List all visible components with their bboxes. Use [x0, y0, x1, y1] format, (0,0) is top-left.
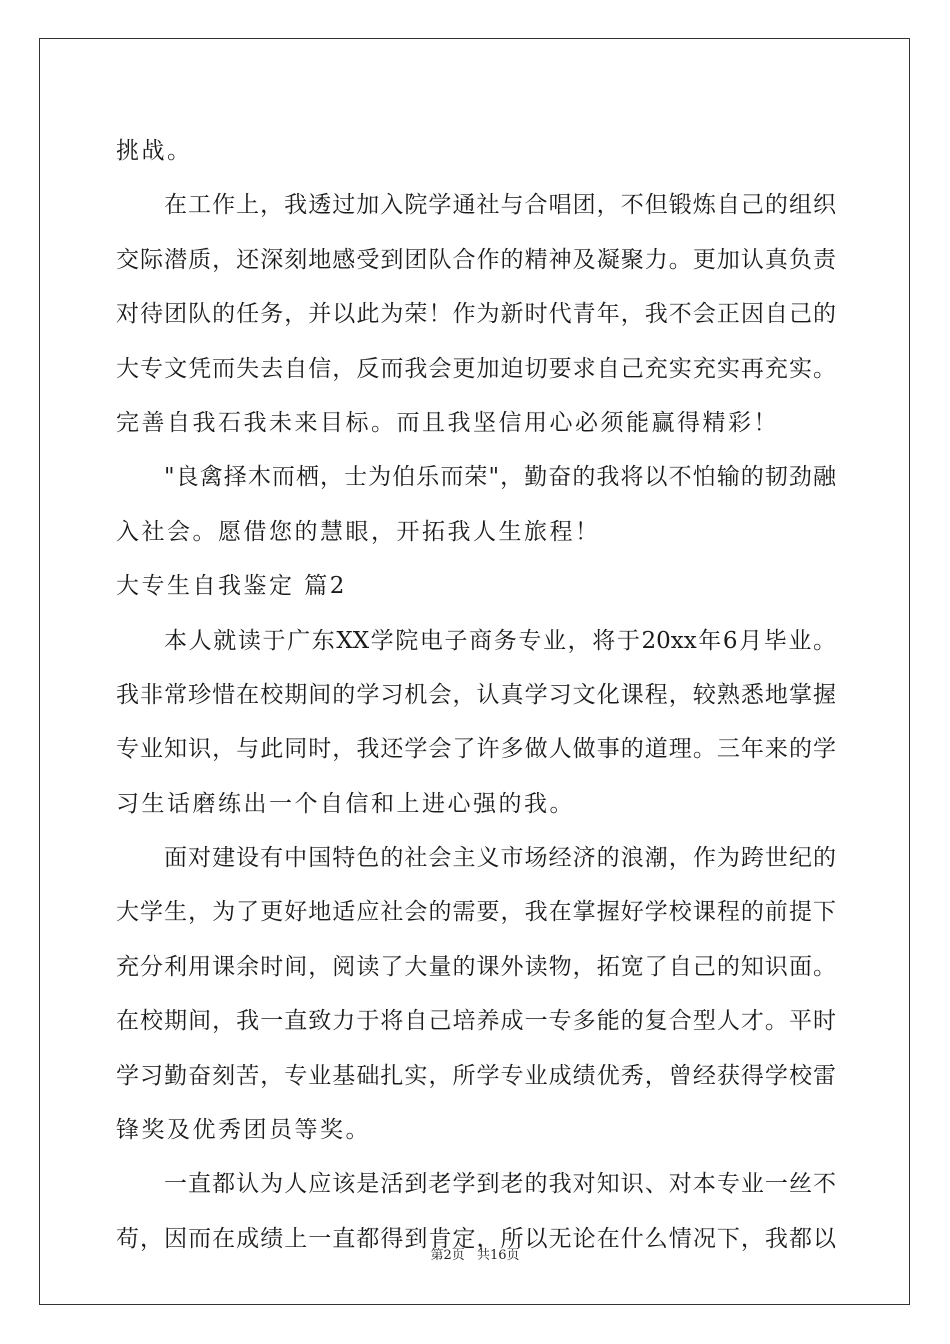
- paragraph-first-line: 一直都认为人应该是活到老学到老的我对知识、对本专业一丝不: [164, 1171, 836, 1198]
- text-line: 充分利用课余时间，阅读了大量的课外读物，拓宽了自己的知识面。: [116, 953, 836, 980]
- page-footer: [0, 1244, 950, 1263]
- paragraph-first-line: 在工作上，我透过加入院学通社与合唱团，不但锻炼自己的组织: [164, 192, 836, 219]
- text-line: 锋奖及优秀团员等奖。: [116, 1117, 371, 1144]
- text-line: 我非常珍惜在校期间的学习机会，认真学习文化课程，较熟悉地掌握: [116, 681, 836, 708]
- text-line: 学习勤奋刻苦，专业基础扎实，所学专业成绩优秀，曾经获得学校雷: [116, 1062, 836, 1089]
- text-line: 苟，因而在成绩上一直都得到肯定，所以无论在什么情况下，我都以: [116, 1225, 836, 1252]
- text-line: 入社会。愿借您的慧眼，开拓我人生旅程！: [116, 518, 601, 545]
- paragraph-first-line: 面对建设有中国特色的社会主义市场经济的浪潮，作为跨世纪的: [164, 845, 836, 872]
- paragraph-first-line: "良禽择木而栖，士为伯乐而荣"，勤奋的我将以不怕输的韧劲融: [164, 464, 836, 491]
- text-line: 挑战。: [116, 138, 193, 164]
- text-line: 完善自我石我未来目标。而且我坚信用心必须能赢得精彩！: [116, 409, 779, 436]
- text-line: 大学生，为了更好地适应社会的需要，我在掌握好学校课程的前提下: [116, 899, 836, 926]
- text-line: 在校期间，我一直致力于将自己培养成一专多能的复合型人才。平时: [116, 1008, 836, 1035]
- page-number: 第2页: [430, 1248, 465, 1263]
- section-heading: 大专生自我鉴定 篇2: [116, 573, 347, 600]
- document-body: [116, 124, 836, 1266]
- text-line: 专业知识，与此同时，我还学会了许多做人做事的道理。三年来的学: [116, 736, 836, 763]
- text-line: 对待团队的任务，并以此为荣！作为新时代青年，我不会正因自己的: [116, 301, 836, 328]
- text-line: 习生话磨练出一个自信和上进心强的我。: [116, 790, 575, 817]
- paragraph-first-line: 本人就读于广东XX学院电子商务专业，将于20xx年6月毕业。: [164, 627, 836, 654]
- page-total: 共16页: [476, 1248, 520, 1263]
- text-line: 大专文凭而失去自信，反而我会更加迫切要求自己充实充实再充实。: [116, 355, 836, 382]
- text-line: 交际潜质，还深刻地感受到团队合作的精神及凝聚力。更加认真负责: [116, 246, 836, 273]
